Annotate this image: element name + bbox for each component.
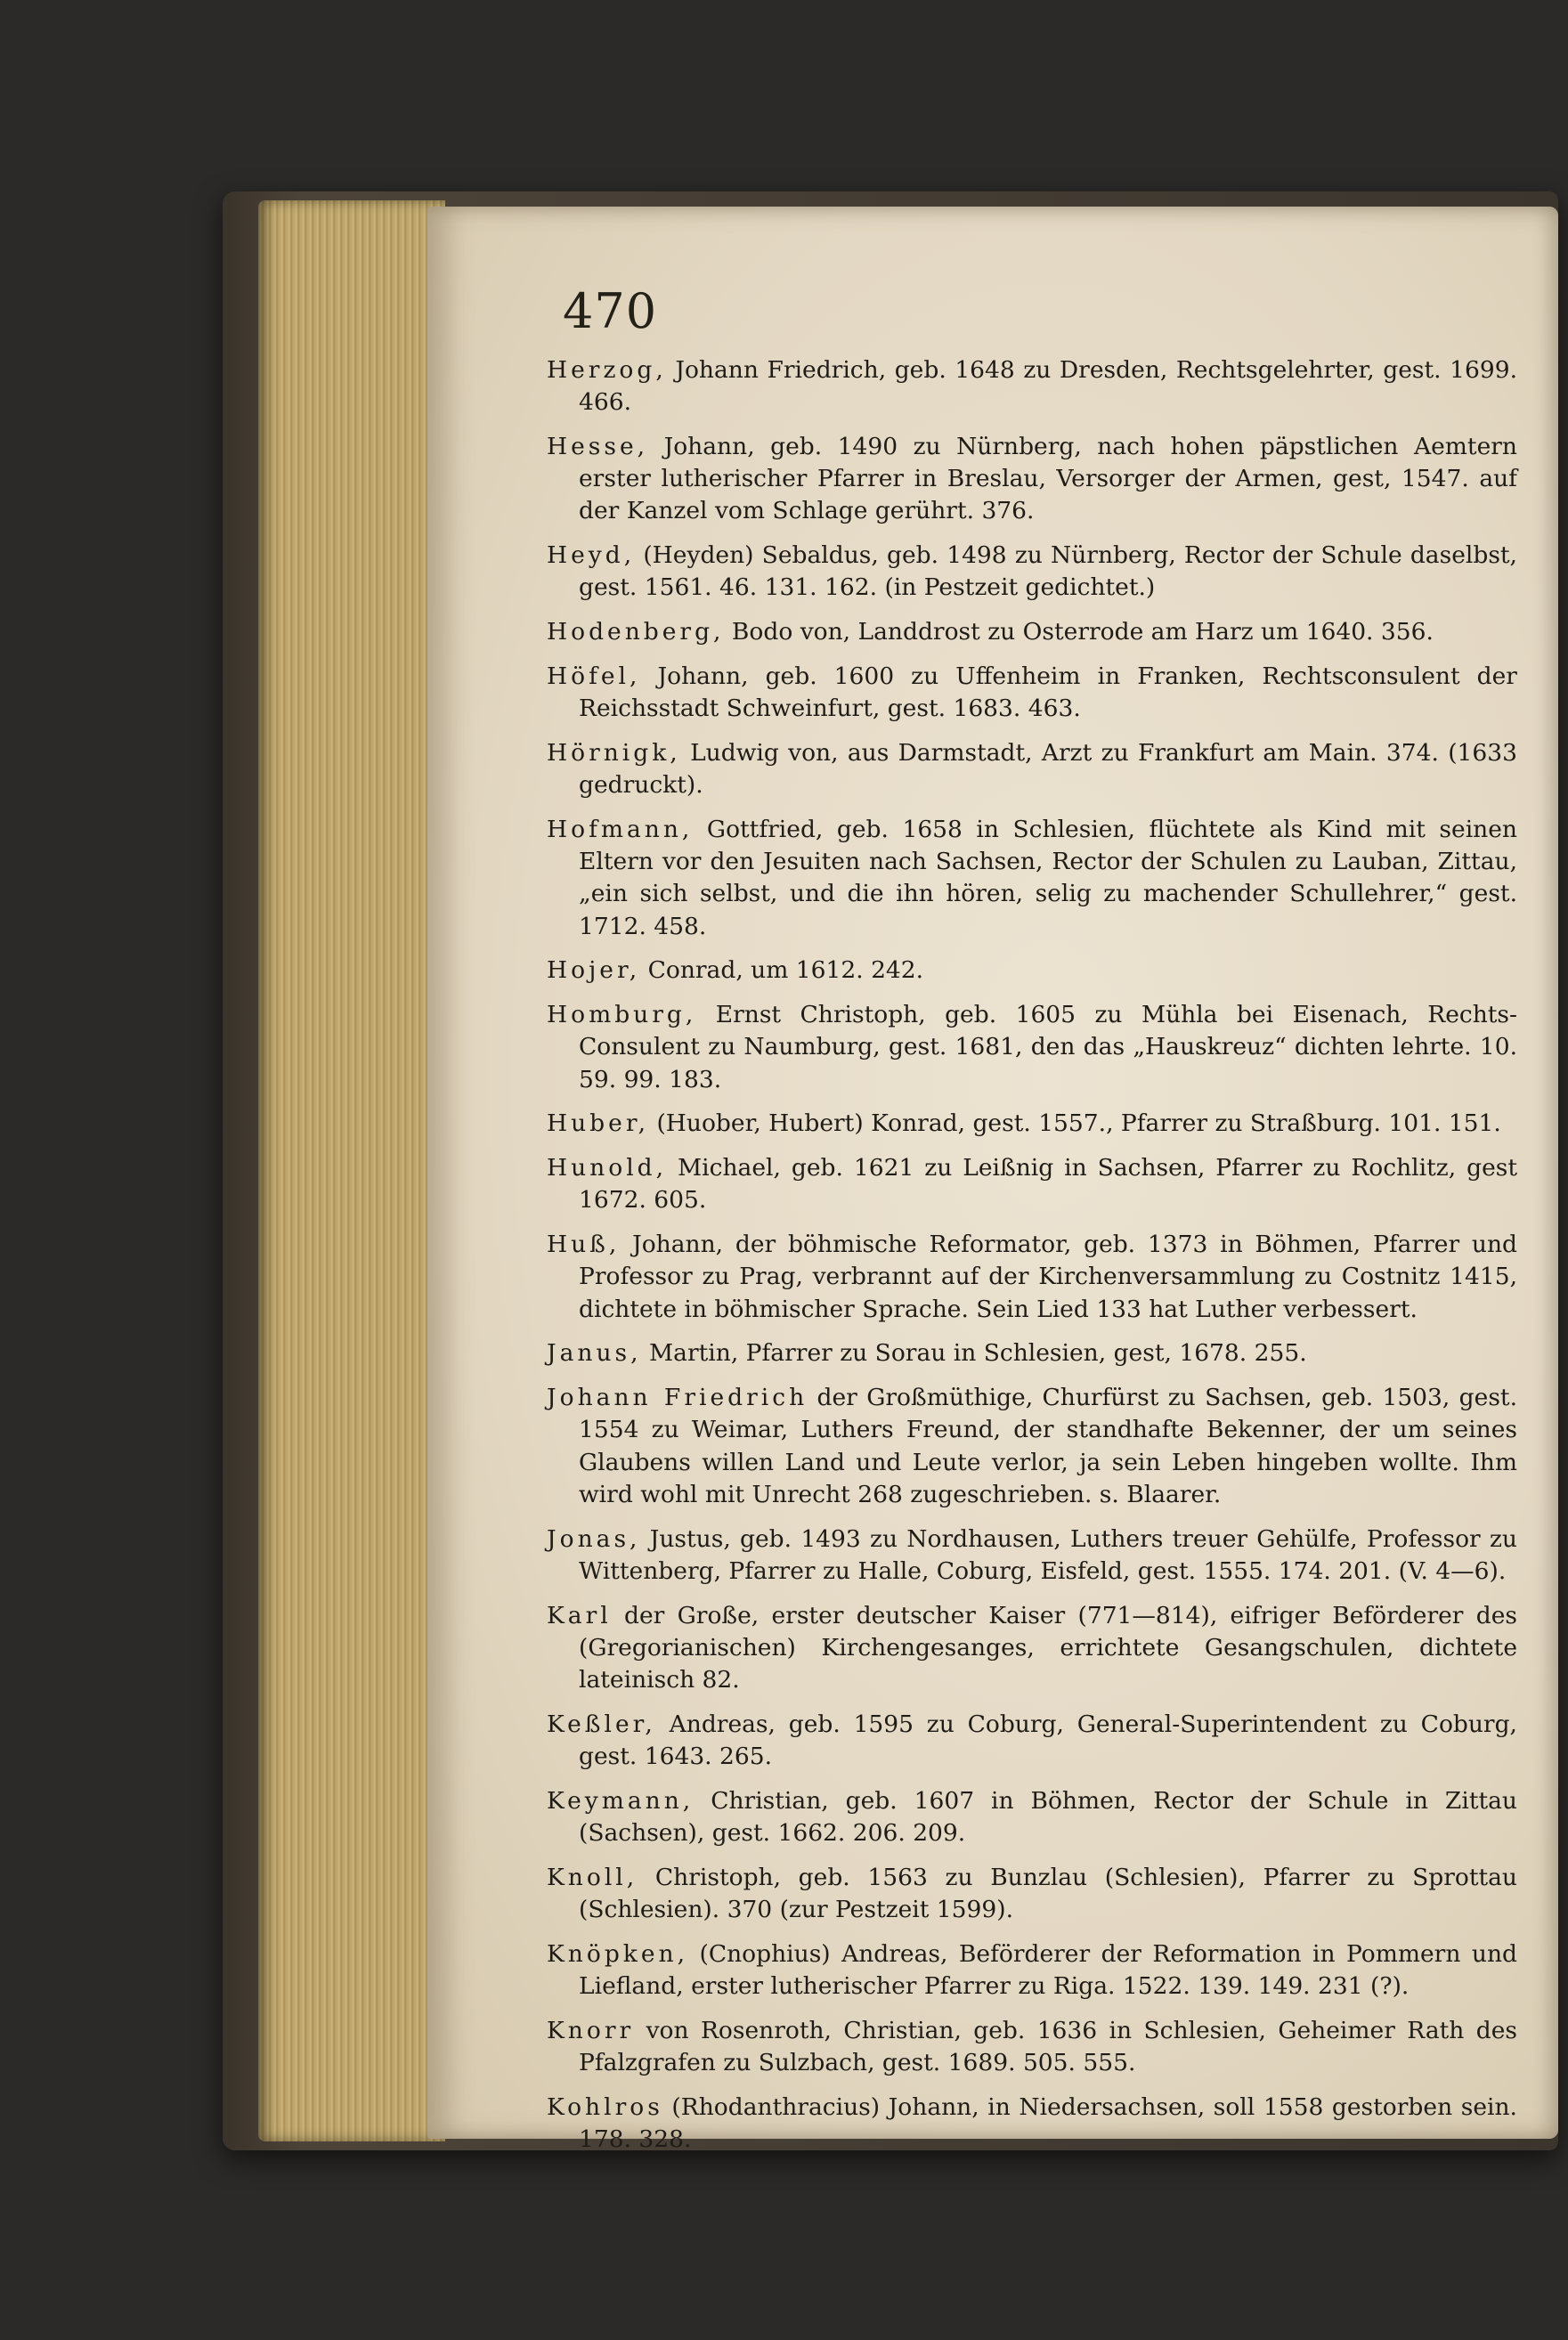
entry-text: der Großmüthige, Churfürst zu Sachsen, geb. 1503, gest. 1554 zu Weimar, Luthers Freund, der standhafte Bekenner, der um seines Glaubens willen Land und Leute verlor, ja sein Leben hingeben wollte. Ihm wird wohl mit Unrecht 268 zugeschrieben. s. Blaarer. (579, 1384, 1517, 1508)
entry-head: Jonas, (547, 1524, 641, 1553)
gilded-page-edges (258, 200, 445, 2141)
entry-text: (Huober, Hubert) Konrad, gest. 1557., Pfarrer zu Straßburg. 101. 151. (656, 1109, 1501, 1138)
entry-head: Keymann, (547, 1786, 695, 1815)
entry-head: Herzog, (547, 356, 667, 384)
entry-text: (Cnophius) Andreas, Beförderer der Reformation in Pommern und Liefland, erster lutherischer Pfarrer zu Riga. 1522. 139. 149. 231 (?). (579, 1939, 1517, 2001)
index-entry (547, 431, 1517, 528)
entry-text: Johann Friedrich, geb. 1648 zu Dresden, Rechtsgelehrter, gest. 1699. 466. (579, 356, 1517, 417)
index-entry (547, 1862, 1517, 1926)
index-entry (547, 616, 1517, 648)
entry-head: Keßler, (547, 1710, 656, 1738)
index-entry (547, 540, 1517, 604)
index-entry (547, 1152, 1517, 1216)
index-entry (547, 1785, 1517, 1849)
entry-head: Knöpken, (547, 1939, 689, 1968)
index-entry (547, 1709, 1517, 1773)
entry-text: Gottfried, geb. 1658 in Schlesien, flüchtete als Kind mit seinen Eltern vor den Jesuiten nach Sachsen, Rector der Schulen zu Lauban, Zittau, „ein sich selbst, und die ihn hören, selig zu machender Schullehrer,“ gest. 1712. 458. (579, 816, 1517, 940)
entry-text: Christoph, geb. 1563 zu Bunzlau (Schlesien), Pfarrer zu Sprottau (Schlesien). 370 (zur Pestzeit 1599). (579, 1863, 1517, 1924)
entry-text: Andreas, geb. 1595 zu Coburg, General-Superintendent zu Coburg, gest. 1643. 265. (579, 1710, 1517, 1771)
entry-head: Huber, (547, 1109, 650, 1138)
index-entry (547, 1523, 1517, 1588)
index-entry (547, 999, 1517, 1096)
entry-head: Hesse, (547, 433, 649, 460)
entry-text: Ludwig von, aus Darmstadt, Arzt zu Frankfurt am Main. 374. (1633 gedruckt). (579, 739, 1517, 800)
entry-head: Karl (547, 1601, 612, 1629)
entry-text: Conrad, um 1612. 242. (647, 956, 924, 985)
entry-head: Janus, (547, 1339, 642, 1368)
entry-head: Hofmann, (547, 816, 694, 843)
entry-text: Johann, der böhmische Reformator, geb. 1373 in Böhmen, Pfarrer und Professor zu Prag, verbrannt auf der Kirchenversammlung zu Costnitz 1415, dichtete in böhmischer Sprache. Sein Lied 133 hat Luther verbessert. (579, 1231, 1517, 1323)
index-entry (547, 1108, 1517, 1140)
index-entry (547, 1229, 1517, 1326)
entry-head: Johann Friedrich (547, 1384, 808, 1412)
index-entry (547, 1337, 1517, 1369)
entry-head: Hojer, (547, 956, 641, 985)
entry-head: Heyd, (547, 541, 636, 570)
entry-head: Knoll, (547, 1863, 638, 1891)
index-entry (547, 955, 1517, 987)
index-entry (547, 814, 1517, 943)
index-entry (547, 1938, 1517, 2003)
entry-text: Justus, geb. 1493 zu Nordhausen, Luthers treuer Gehülfe, Professor zu Wittenberg, Pfarrer zu Halle, Coburg, Eisfeld, gest. 1555. 174. 201. (V. 4—6). (579, 1524, 1517, 1585)
entry-text: Johann, geb. 1490 zu Nürnberg, nach hohen päpstlichen Aemtern erster lutherischer Pfarrer in Breslau, Versorger der Armen, gest, 1547. auf der Kanzel vom Schlage gerührt. 376. (579, 433, 1517, 525)
entry-head: Höfel, (547, 662, 641, 690)
entry-text: von Rosenroth, Christian, geb. 1636 in Schlesien, Geheimer Rath des Pfalzgrafen zu Sulzbach, gest. 1689. 505. 555. (579, 2016, 1517, 2077)
index-entry (547, 2092, 1517, 2156)
entry-head: Knorr (547, 2016, 635, 2044)
index-entry (547, 737, 1517, 801)
entry-head: Huß, (547, 1231, 621, 1259)
entry-text: (Heyden) Sebaldus, geb. 1498 zu Nürnberg, Rector der Schule daselbst, gest. 1561. 46. 131. 162. (in Pestzeit gedichtet.) (579, 541, 1517, 602)
page-number: 470 (563, 283, 658, 339)
entry-text: Ernst Christoph, geb. 1605 zu Mühla bei Eisenach, Rechts-Consulent zu Naumburg, gest. 1681, den das „Hauskreuz“ dichten lehrte. 10. 59. 99. 183. (579, 1001, 1517, 1093)
entry-text: Christian, geb. 1607 in Böhmen, Rector der Schule in Zittau (Sachsen), gest. 1662. 206. 209. (579, 1786, 1517, 1848)
entry-head: Kohlros (547, 2092, 663, 2121)
entry-text: Michael, geb. 1621 zu Leißnig in Sachsen, Pfarrer zu Rochlitz, gest 1672. 605. (579, 1154, 1517, 1215)
entry-head: Hörnigk, (547, 739, 681, 767)
index-entry (547, 1600, 1517, 1697)
entry-text: der Große, erster deutscher Kaiser (771—814), eifriger Beförderer des (Gregorianischen) Kirchengesanges, errichtete Gesangschulen, dichtete lateinisch 82. (579, 1601, 1517, 1694)
entry-text: Bodo von, Landdrost zu Osterrode am Harz um 1640. 356. (731, 618, 1434, 646)
entry-text: (Rhodanthracius) Johann, in Niedersachsen, soll 1558 gestorben sein. 178. 328. (579, 2092, 1517, 2154)
index-entries (547, 354, 1517, 2168)
index-entry (547, 2015, 1517, 2079)
entry-head: Hodenberg, (547, 618, 725, 646)
index-entry (547, 1382, 1517, 1511)
entry-text: Martin, Pfarrer zu Sorau in Schlesien, gest, 1678. 255. (649, 1339, 1307, 1368)
entry-text: Johann, geb. 1600 zu Uffenheim in Franken, Rechtsconsulent der Reichsstadt Schweinfurt, gest. 1683. 463. (579, 662, 1517, 723)
index-entry (547, 354, 1517, 418)
index-entry (547, 661, 1517, 725)
entry-head: Homburg, (547, 1001, 697, 1029)
entry-head: Hunold, (547, 1154, 668, 1182)
